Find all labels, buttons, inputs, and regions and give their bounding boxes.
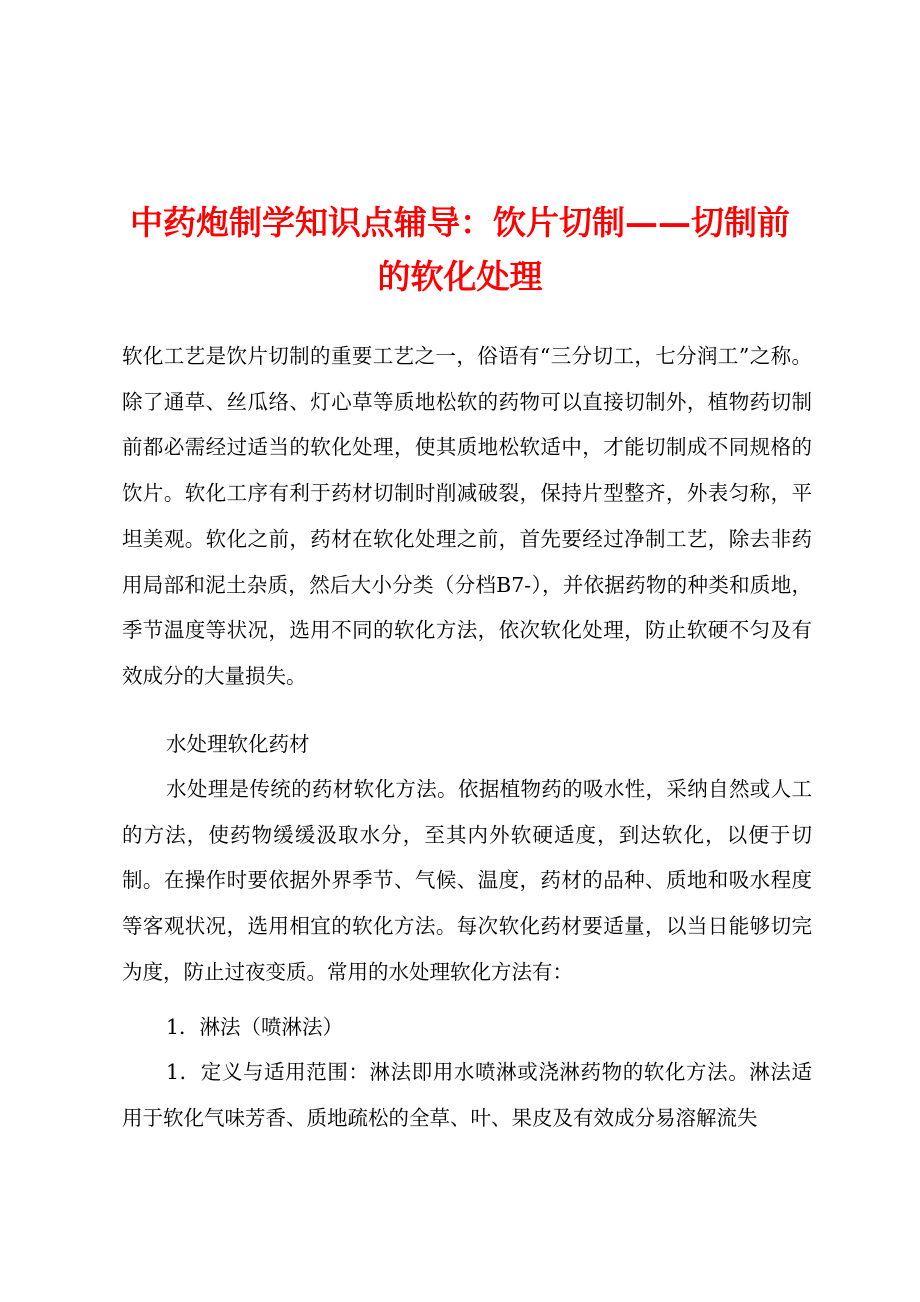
linfa-definition-paragraph: 1．定义与适用范围：淋法即用水喷淋或浇淋药物的软化方法。淋法适用于软化气味芳香、质地疏松的全草、叶、果皮及有效成分易溶解流失 — [122, 1060, 812, 1130]
intro-paragraph: 软化工艺是饮片切制的重要工艺之一，俗语有“三分切工，七分润工”之称。除了通草、丝瓜络、灯心草等质地松软的药物可以直接切制外，植物药切制前都必需经过适当的软化处理，使其质地松软适中，才能切制成不同规格的饮片。软化工序有利于药材切制时削减破裂，保持片型整齐，外表匀称，平坦美观。软化之前，药材在软化处理之前，首先要经过净制工艺，除去非药用局部和泥土杂质，然后大小分类（分档B7-），并依据药物的种类和质地，季节温度等状况，选用不同的软化方法，依次软化处理，防止软硬不匀及有效成分的大量损失。 — [122, 344, 812, 688]
section-heading-water-treatment: 水处理软化药材 — [166, 732, 310, 756]
document-title-line-1: 中药炮制学知识点辅导：饮片切制——切制前 — [130, 203, 790, 242]
subsection-heading-linfa: 1．淋法（喷淋法） — [166, 1015, 344, 1039]
water-treatment-paragraph: 水处理是传统的药材软化方法。依据植物药的吸水性，采纳自然或人工的方法，使药物缓缓汲取水分，至其内外软硬适度，到达软化，以便于切制。在操作时要依据外界季节、气候、温度，药材的品种、质地和吸水程度等客观状况，选用相宜的软化方法。每次软化药材要适量，以当日能够切完为度，防止过夜变质。常用的水处理软化方法有： — [122, 777, 812, 984]
document-title-line-2: 的软化处理 — [377, 257, 543, 296]
